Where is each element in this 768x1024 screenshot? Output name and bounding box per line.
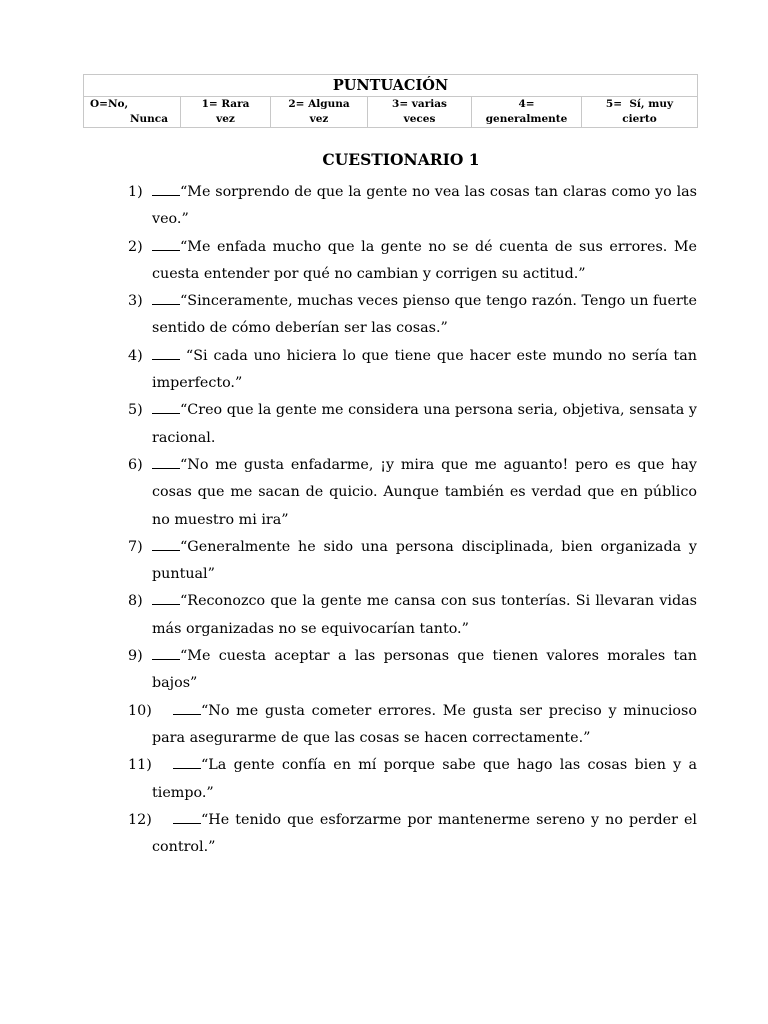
question-number: 1) xyxy=(128,184,143,200)
score-cell-line2: Nunca xyxy=(129,113,168,125)
score-cell-line1: 2= Alguna xyxy=(288,98,350,110)
score-cell-1 xyxy=(181,97,271,128)
question-text: “No me gusta enfadarme, ¡y mira que me aguanto! pero es que hay cosas que me sacan de quicio. Aunque también es verdad que en público no muestro mi ira” xyxy=(152,456,697,528)
answer-blank[interactable] xyxy=(152,294,180,305)
question-number: 10) xyxy=(128,702,152,719)
score-cell-line1: O=No, xyxy=(90,98,129,110)
answer-blank[interactable] xyxy=(173,704,201,715)
score-cell-5 xyxy=(582,97,698,128)
score-cell-line2: vez xyxy=(216,113,235,125)
question-number: 4) xyxy=(128,347,143,364)
question-item xyxy=(128,234,697,289)
question-item xyxy=(128,643,697,698)
score-cell-line2: generalmente xyxy=(485,113,568,125)
question-item xyxy=(128,752,697,807)
question-item xyxy=(128,588,697,643)
question-item xyxy=(128,343,702,398)
score-cell-0 xyxy=(84,97,181,128)
score-cell-line2: vez xyxy=(309,113,329,125)
question-number: 9) xyxy=(128,648,143,665)
question-item xyxy=(128,288,697,343)
score-cell-2 xyxy=(271,97,368,128)
question-number: 8) xyxy=(128,593,143,610)
question-text: “Creo que la gente me considera una persona seria, objetiva, sensata y racional. xyxy=(152,402,697,446)
question-number: 2) xyxy=(128,238,143,255)
question-text: “La gente confía en mí porque sabe que hago las cosas bien y a tiempo.” xyxy=(152,757,697,801)
answer-blank[interactable] xyxy=(152,458,180,469)
question-text: “Sinceramente, muchas veces pienso que tengo razón. Tengo un fuerte sentido de cómo deberían ser las cosas.” xyxy=(152,293,697,337)
question-list xyxy=(128,179,702,861)
question-text: “Me sorprendo de que la gente no vea las cosas tan claras como yo las veo.” xyxy=(152,184,697,228)
score-table xyxy=(83,74,698,128)
question-text: “No me gusta cometer errores. Me gusta ser preciso y minucioso para asegurarme de que las cosas se hacen correctamente.” xyxy=(152,702,697,746)
answer-blank[interactable] xyxy=(152,185,180,196)
question-item xyxy=(128,397,697,452)
question-item xyxy=(128,807,697,862)
question-number: 11) xyxy=(128,757,152,774)
score-cell-4 xyxy=(472,97,582,128)
score-cell-3 xyxy=(368,97,472,128)
question-text: “Me enfada mucho que la gente no se dé cuenta de sus errores. Me cuesta entender por qué no cambian y corrigen su actitud.” xyxy=(152,238,697,282)
answer-blank[interactable] xyxy=(173,813,201,824)
question-text: “He tenido que esforzarme por mantenerme sereno y no perder el control.” xyxy=(152,811,697,856)
question-number: 6) xyxy=(128,456,143,473)
questionnaire-title: CUESTIONARIO 1 xyxy=(322,150,480,169)
question-item xyxy=(128,452,697,534)
question-text: “Reconozco que la gente me cansa con sus tonterías. Si llevaran vidas más organizadas no se equivocarían tanto.” xyxy=(152,593,697,637)
question-text: “Generalmente he sido una persona disciplinada, bien organizada y puntual” xyxy=(152,538,697,583)
question-number: 7) xyxy=(128,538,143,555)
score-table-title: PUNTUACIÓN xyxy=(84,75,698,97)
score-cell-line1: 5= Sí, muy xyxy=(605,98,674,110)
answer-blank[interactable] xyxy=(173,758,201,769)
answer-blank[interactable] xyxy=(152,349,180,360)
answer-blank[interactable] xyxy=(152,240,180,251)
question-number: 3) xyxy=(128,293,143,310)
answer-blank[interactable] xyxy=(152,649,180,660)
question-number: 5) xyxy=(128,402,143,419)
score-cell-line1: 1= Rara xyxy=(201,98,250,110)
answer-blank[interactable] xyxy=(152,540,180,551)
score-cell-line2: cierto xyxy=(622,113,657,125)
question-item xyxy=(128,179,697,234)
score-cell-line1: 4= xyxy=(518,98,535,110)
question-text: “Si cada uno hiciera lo que tiene que hacer este mundo no sería tan imperfecto.” xyxy=(152,347,702,392)
answer-blank[interactable] xyxy=(152,403,180,414)
question-text: “Me cuesta aceptar a las personas que tienen valores morales tan bajos” xyxy=(152,648,697,692)
score-cell-line2: veces xyxy=(403,113,436,125)
question-item xyxy=(128,698,697,753)
question-number: 12) xyxy=(128,811,152,828)
answer-blank[interactable] xyxy=(152,594,180,605)
score-cell-line1: 3= varias xyxy=(392,98,447,110)
question-item xyxy=(128,534,697,589)
